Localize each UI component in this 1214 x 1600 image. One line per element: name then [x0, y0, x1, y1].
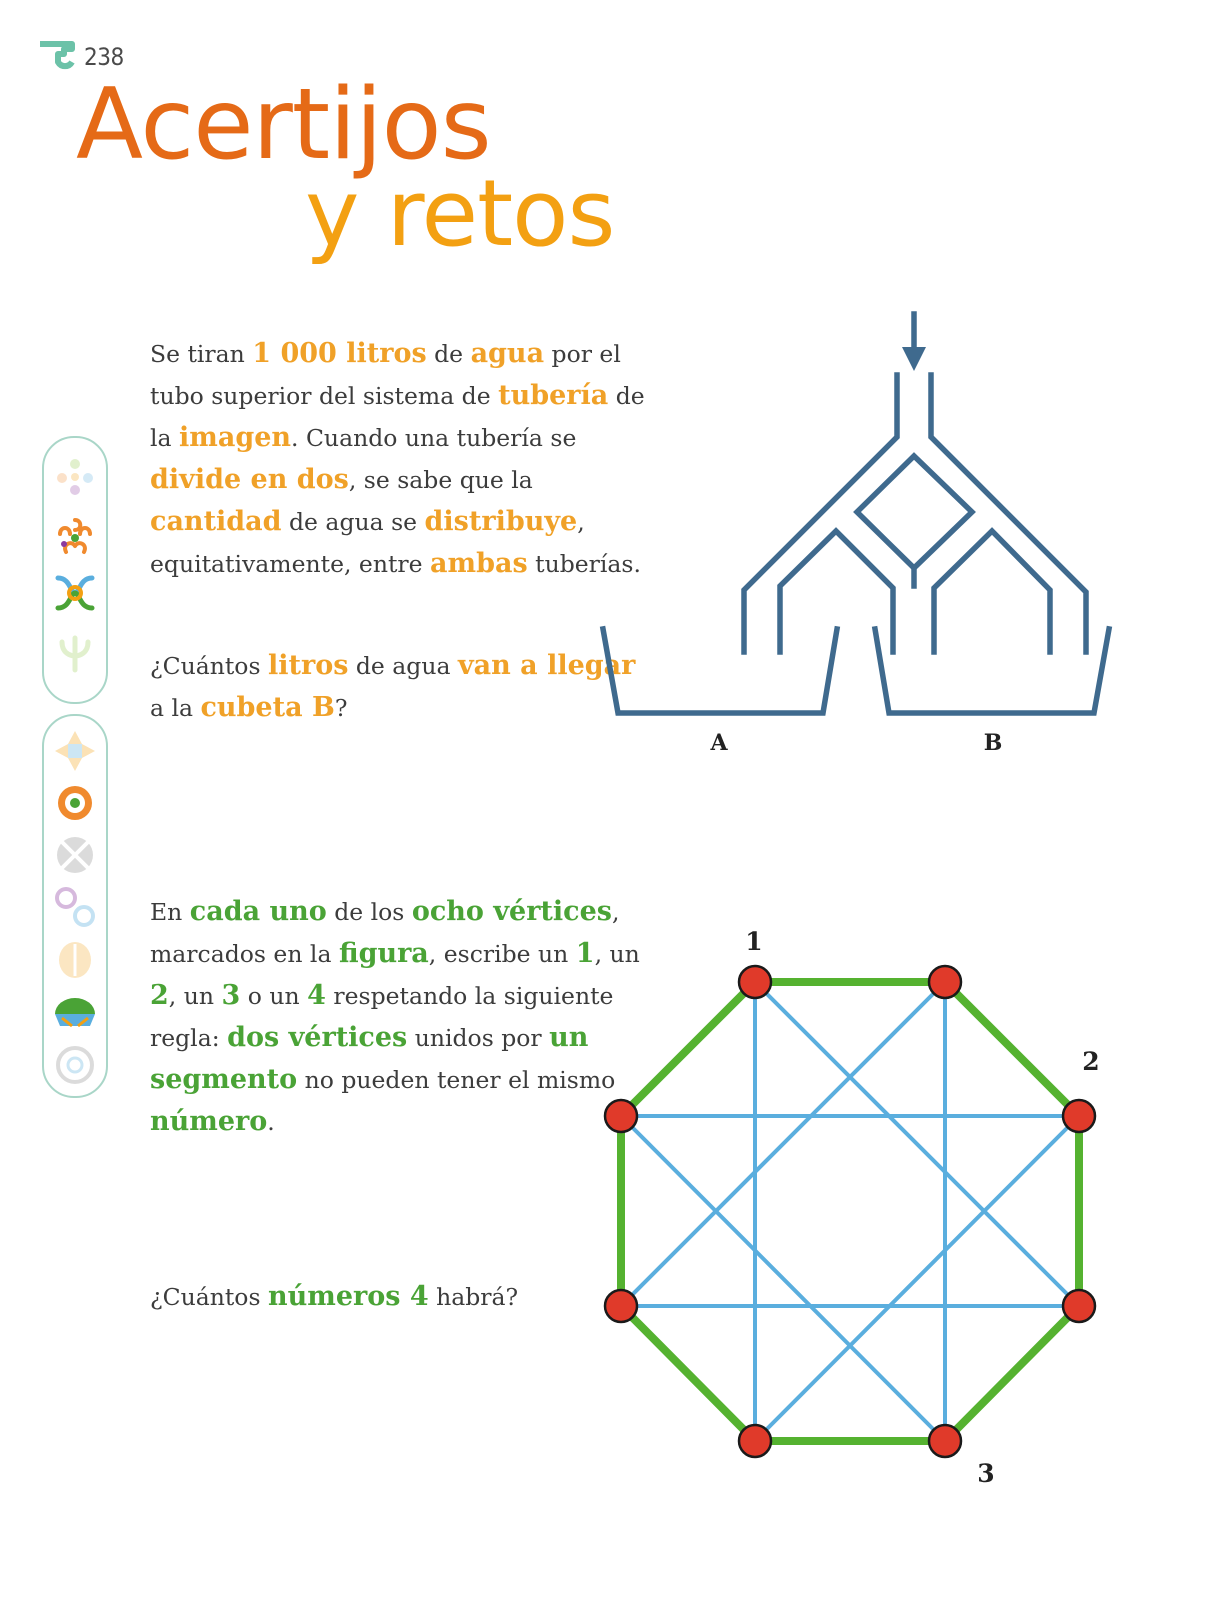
body-text: , marcados en la: [150, 898, 620, 968]
target-ring-icon: [52, 780, 98, 826]
pipe-outer-right: [931, 375, 1086, 652]
highlight-text: cantidad: [150, 506, 282, 537]
puzzle2-question: [150, 1276, 630, 1318]
highlight-text: números 4: [267, 1281, 429, 1312]
body-text: , escribe un: [428, 940, 576, 968]
body-text: por el tubo superior del sistema de: [150, 340, 621, 410]
highlight-text: 1 000 litros: [252, 338, 427, 369]
diagonal-segment: [755, 1116, 1079, 1441]
bucket-a-label: A: [710, 730, 728, 756]
vertex-label-1: 1: [745, 927, 763, 956]
body-text: de agua se: [281, 508, 425, 536]
faded-lotus-icon: [52, 936, 98, 982]
highlight-text: 2: [150, 980, 169, 1011]
page-title-line1: Acertijos: [76, 68, 491, 182]
highlight-text: van a llegar: [457, 650, 636, 681]
faded-swirl-icon: [52, 1042, 98, 1088]
highlight-text: divide en dos: [150, 464, 349, 495]
sidebar-icon-group-bottom: [42, 714, 108, 1098]
faded-mandala-icon: [52, 832, 98, 878]
bucket-b: [875, 629, 1109, 713]
bucket-b-label: B: [983, 730, 1003, 756]
pipe-outer-left: [744, 375, 897, 652]
vertex-node[interactable]: [605, 1100, 637, 1132]
octagon-vertices: [605, 966, 1095, 1457]
diagonal-segment: [621, 1116, 945, 1441]
body-text: de la: [150, 382, 645, 452]
faded-leaf-icon: [52, 630, 98, 676]
body-text: ¿Cuántos: [150, 652, 268, 680]
edge-segment: [945, 1306, 1079, 1441]
body-text: respetando la siguiente regla:: [150, 982, 614, 1052]
highlight-text: figura: [338, 938, 429, 969]
diagonal-segment: [621, 982, 945, 1306]
faded-star-icon: [52, 728, 98, 774]
octagon-graph-diagram: [580, 920, 1140, 1500]
body-text: tuberías.: [527, 550, 641, 578]
edge-segment: [621, 1306, 755, 1441]
fan-shell-icon: [52, 992, 98, 1038]
edge-segment: [621, 982, 755, 1116]
faded-chain-icon: [52, 884, 98, 930]
puzzle1-paragraph: [150, 333, 650, 585]
highlight-text: 1: [575, 938, 595, 969]
highlight-text: ambas: [430, 548, 528, 579]
vertex-node[interactable]: [929, 966, 961, 998]
vertex-label-3: 3: [977, 1459, 995, 1488]
highlight-text: imagen: [179, 422, 292, 453]
body-text: , se sabe que la: [348, 466, 533, 494]
vertex-node[interactable]: [1063, 1290, 1095, 1322]
linked-rings-icon: [52, 570, 98, 616]
faded-flower-icon: [52, 454, 98, 500]
puzzle1-question: [150, 645, 650, 729]
body-text: . Cuando una tubería se: [291, 424, 577, 452]
body-text: ¿Cuántos: [150, 1283, 268, 1311]
bucket-a: [603, 629, 837, 713]
page-title-line2: y retos: [305, 160, 615, 267]
body-text: En: [150, 898, 190, 926]
highlight-text: ocho vértices: [411, 896, 612, 927]
pipe-center-diamond: [857, 456, 972, 568]
body-text: .: [267, 1108, 275, 1136]
octagon-edges: [621, 982, 1079, 1441]
vertex-node[interactable]: [605, 1290, 637, 1322]
page-number: 238: [84, 43, 124, 71]
diagonal-segment: [755, 982, 1079, 1306]
body-text: , un: [168, 982, 222, 1010]
highlight-text: dos vértices: [227, 1022, 408, 1053]
body-text: ?: [334, 694, 348, 722]
highlight-text: número: [150, 1106, 268, 1137]
body-text: Se tiran: [150, 340, 253, 368]
body-text: , un: [594, 940, 640, 968]
vertex-label-2: 2: [1082, 1047, 1100, 1076]
highlight-text: tubería: [498, 380, 609, 411]
vertex-node[interactable]: [739, 1425, 771, 1457]
pipe-inner-right: [934, 531, 1050, 652]
body-text: o un: [240, 982, 308, 1010]
body-text: a la: [150, 694, 201, 722]
vertex-node[interactable]: [739, 966, 771, 998]
body-text: de: [426, 340, 471, 368]
highlight-text: litros: [267, 650, 349, 681]
vertex-node[interactable]: [1063, 1100, 1095, 1132]
body-text: , equitativamente, entre: [150, 508, 585, 578]
vertex-node[interactable]: [929, 1425, 961, 1457]
body-text: habrá?: [428, 1283, 519, 1311]
highlight-text: 3: [221, 980, 241, 1011]
highlight-text: cubeta B: [200, 692, 335, 723]
step-pyramid-icon: [38, 40, 78, 74]
inlet-arrow-head: [902, 347, 926, 371]
highlight-text: 4: [307, 980, 326, 1011]
edge-segment: [945, 982, 1079, 1116]
body-text: de agua: [348, 652, 458, 680]
spiral-figure-icon: [52, 514, 98, 560]
sidebar-icon-group-top: [42, 436, 108, 704]
highlight-text: cada uno: [189, 896, 327, 927]
body-text: de los: [326, 898, 412, 926]
pipe-system-diagram: [580, 300, 1140, 770]
highlight-text: agua: [470, 338, 545, 369]
body-text: no pueden tener el mismo: [297, 1066, 616, 1094]
body-text: unidos por: [407, 1024, 550, 1052]
highlight-text: distribuye: [424, 506, 578, 537]
highlight-text: un segmento: [150, 1022, 589, 1095]
